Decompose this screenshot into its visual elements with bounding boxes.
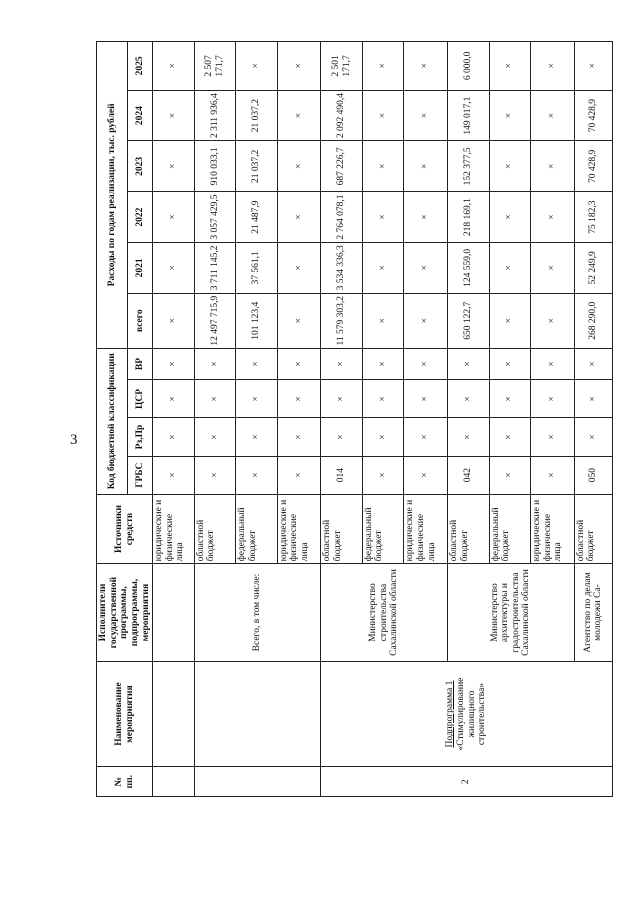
cell-grbs: 050 bbox=[574, 456, 612, 494]
cell-source: областной бюджет bbox=[574, 494, 612, 564]
cell-2023: × bbox=[404, 141, 448, 192]
cell-vr: × bbox=[489, 348, 531, 380]
cell-csr: × bbox=[489, 380, 531, 418]
page-number: 3 bbox=[70, 432, 78, 448]
cell-2021: × bbox=[153, 242, 195, 293]
cell-name bbox=[321, 661, 613, 767]
cell-rzpr: × bbox=[236, 418, 278, 456]
cell-total: 101 123,4 bbox=[236, 293, 278, 348]
cell-2021: × bbox=[404, 242, 448, 293]
cell-total: 11 579 303,2 bbox=[321, 293, 363, 348]
cell-2023: 910 033,1 bbox=[194, 141, 236, 192]
cell-source: областной бюджет bbox=[194, 494, 236, 564]
cell-csr: × bbox=[236, 380, 278, 418]
cell-2025: × bbox=[574, 42, 612, 91]
table-body bbox=[153, 42, 613, 797]
cell-rzpr: × bbox=[448, 418, 490, 456]
cell-vr: × bbox=[404, 348, 448, 380]
cell-source: юридические и физические лица bbox=[153, 494, 195, 564]
cell-2025: × bbox=[489, 42, 531, 91]
cell-2023: 21 037,2 bbox=[236, 141, 278, 192]
cell-2024: 149 017,1 bbox=[448, 90, 490, 141]
cell-2025: 2 507 171,7 bbox=[194, 42, 236, 91]
subprogram-label: Подпрограмма 1 bbox=[445, 680, 456, 748]
header-bcc: Код бюджетной классификации bbox=[97, 348, 128, 494]
cell-csr: × bbox=[574, 380, 612, 418]
header-2022: 2022 bbox=[128, 192, 153, 243]
cell-vr: × bbox=[362, 348, 404, 380]
cell-2021: 3 534 336,3 bbox=[321, 242, 363, 293]
cell-2023: 152 377,5 bbox=[448, 141, 490, 192]
cell-total: × bbox=[153, 293, 195, 348]
cell-2023: 687 226,7 bbox=[321, 141, 363, 192]
cell-2021: × bbox=[489, 242, 531, 293]
cell-grbs: × bbox=[277, 456, 321, 494]
header-grbs: ГРБС bbox=[128, 456, 153, 494]
cell-rzpr: × bbox=[404, 418, 448, 456]
cell-2024: 21 037,2 bbox=[236, 90, 278, 141]
expenses-table-rotated bbox=[96, 41, 607, 797]
cell-rzpr: × bbox=[531, 418, 575, 456]
cell-2022: × bbox=[362, 192, 404, 243]
cell-total: × bbox=[489, 293, 531, 348]
cell-vr: × bbox=[236, 348, 278, 380]
cell-vr: × bbox=[153, 348, 195, 380]
cell-2021: × bbox=[531, 242, 575, 293]
header-2021: 2021 bbox=[128, 242, 153, 293]
cell-2021: × bbox=[362, 242, 404, 293]
cell-grbs: × bbox=[194, 456, 236, 494]
cell-rzpr: × bbox=[362, 418, 404, 456]
cell-2022: 2 764 078,1 bbox=[321, 192, 363, 243]
cell-2024: × bbox=[404, 90, 448, 141]
cell-2023: × bbox=[362, 141, 404, 192]
cell-2021: 124 559,0 bbox=[448, 242, 490, 293]
cell-2022: × bbox=[153, 192, 195, 243]
cell-source: юридические и физические лица bbox=[277, 494, 321, 564]
cell-executor: Агентство по делам молодежи Са- bbox=[574, 564, 612, 661]
cell-csr: × bbox=[362, 380, 404, 418]
cell-2022: 21 487,9 bbox=[236, 192, 278, 243]
cell-2023: × bbox=[531, 141, 575, 192]
table-row bbox=[194, 42, 236, 797]
cell-2024: 2 092 490,4 bbox=[321, 90, 363, 141]
cell-2024: × bbox=[531, 90, 575, 141]
cell-grbs: × bbox=[531, 456, 575, 494]
cell-csr: × bbox=[531, 380, 575, 418]
cell-name bbox=[194, 661, 321, 767]
cell-2023: 70 428,9 bbox=[574, 141, 612, 192]
cell-source: федеральный бюджет bbox=[236, 494, 278, 564]
cell-2021: 3 711 145,2 bbox=[194, 242, 236, 293]
cell-total: × bbox=[277, 293, 321, 348]
cell-2023: × bbox=[489, 141, 531, 192]
cell-executor bbox=[153, 564, 195, 661]
cell-total: 12 497 715,9 bbox=[194, 293, 236, 348]
cell-no bbox=[153, 767, 195, 797]
cell-2022: 75 182,3 bbox=[574, 192, 612, 243]
header-total: всего bbox=[128, 293, 153, 348]
cell-2022: × bbox=[277, 192, 321, 243]
cell-vr: × bbox=[448, 348, 490, 380]
cell-2022: 218 169,1 bbox=[448, 192, 490, 243]
header-executors: Исполнители государственной программы, подпрограммы, мероприятия bbox=[97, 564, 153, 661]
cell-csr: × bbox=[404, 380, 448, 418]
cell-2022: × bbox=[531, 192, 575, 243]
cell-grbs: × bbox=[236, 456, 278, 494]
header-2023: 2023 bbox=[128, 141, 153, 192]
cell-2024: × bbox=[489, 90, 531, 141]
cell-vr: × bbox=[531, 348, 575, 380]
cell-2023: × bbox=[277, 141, 321, 192]
header-name: Наименование мероприятия bbox=[97, 661, 153, 767]
cell-vr: × bbox=[321, 348, 363, 380]
cell-2025: × bbox=[362, 42, 404, 91]
header-2025: 2025 bbox=[128, 42, 153, 91]
cell-grbs: 014 bbox=[321, 456, 363, 494]
cell-rzpr: × bbox=[574, 418, 612, 456]
cell-rzpr: × bbox=[153, 418, 195, 456]
cell-total: × bbox=[362, 293, 404, 348]
cell-source: федеральный бюджет bbox=[489, 494, 531, 564]
cell-2022: × bbox=[404, 192, 448, 243]
cell-csr: × bbox=[448, 380, 490, 418]
cell-rzpr: × bbox=[489, 418, 531, 456]
cell-2024: × bbox=[362, 90, 404, 141]
cell-source: федеральный бюджет bbox=[362, 494, 404, 564]
cell-source: областной бюджет bbox=[321, 494, 363, 564]
cell-2021: 37 561,1 bbox=[236, 242, 278, 293]
cell-csr: × bbox=[153, 380, 195, 418]
cell-no: 2 bbox=[321, 767, 613, 797]
subprogram-name: «Стимулирование жилищного строительства» bbox=[456, 677, 488, 751]
cell-2024: 70 428,9 bbox=[574, 90, 612, 141]
cell-2024: × bbox=[153, 90, 195, 141]
cell-total: × bbox=[531, 293, 575, 348]
cell-2025: × bbox=[236, 42, 278, 91]
cell-rzpr: × bbox=[321, 418, 363, 456]
cell-name bbox=[153, 661, 195, 767]
cell-total: × bbox=[404, 293, 448, 348]
cell-2025: × bbox=[277, 42, 321, 91]
cell-rzpr: × bbox=[194, 418, 236, 456]
header-expenses: Расходы по годам реализации, тыс. рублей bbox=[97, 42, 128, 349]
cell-2025: × bbox=[531, 42, 575, 91]
cell-total: 650 122,7 bbox=[448, 293, 490, 348]
table-row bbox=[321, 42, 363, 797]
cell-2024: × bbox=[277, 90, 321, 141]
cell-rzpr: × bbox=[277, 418, 321, 456]
cell-2022: 3 057 429,5 bbox=[194, 192, 236, 243]
cell-no bbox=[194, 767, 321, 797]
cell-vr: × bbox=[574, 348, 612, 380]
header-no: № пп. bbox=[97, 767, 153, 797]
header-source: Источники средств bbox=[97, 494, 153, 564]
cell-csr: × bbox=[194, 380, 236, 418]
cell-2022: × bbox=[489, 192, 531, 243]
header-rzpr: Рз,Пр bbox=[128, 418, 153, 456]
cell-2021: × bbox=[277, 242, 321, 293]
cell-2023: × bbox=[153, 141, 195, 192]
cell-grbs: × bbox=[362, 456, 404, 494]
cell-source: юридические и физические лица bbox=[531, 494, 575, 564]
cell-source: юридические и физические лица bbox=[404, 494, 448, 564]
cell-source: областной бюджет bbox=[448, 494, 490, 564]
cell-2024: 2 311 936,4 bbox=[194, 90, 236, 141]
expenses-table bbox=[96, 41, 613, 797]
cell-2025: × bbox=[153, 42, 195, 91]
cell-executor: Всего, в том числе: bbox=[194, 564, 321, 661]
cell-2025: 2 501 171,7 bbox=[321, 42, 363, 91]
cell-total: 268 290,0 bbox=[574, 293, 612, 348]
cell-grbs: × bbox=[153, 456, 195, 494]
header-vr: ВР bbox=[128, 348, 153, 380]
cell-executor: Министерство строительства Сахалинской области bbox=[321, 564, 448, 661]
cell-csr: × bbox=[321, 380, 363, 418]
cell-grbs: × bbox=[404, 456, 448, 494]
table-row bbox=[153, 42, 195, 797]
cell-vr: × bbox=[194, 348, 236, 380]
cell-2021: 52 249,9 bbox=[574, 242, 612, 293]
cell-grbs: × bbox=[489, 456, 531, 494]
header-2024: 2024 bbox=[128, 90, 153, 141]
cell-grbs: 042 bbox=[448, 456, 490, 494]
cell-vr: × bbox=[277, 348, 321, 380]
header-csr: ЦСР bbox=[128, 380, 153, 418]
cell-2025: 6 000,0 bbox=[448, 42, 490, 91]
cell-2025: × bbox=[404, 42, 448, 91]
cell-csr: × bbox=[277, 380, 321, 418]
cell-executor: Министерство архитектуры и градостроительства Сахалинской области bbox=[448, 564, 575, 661]
